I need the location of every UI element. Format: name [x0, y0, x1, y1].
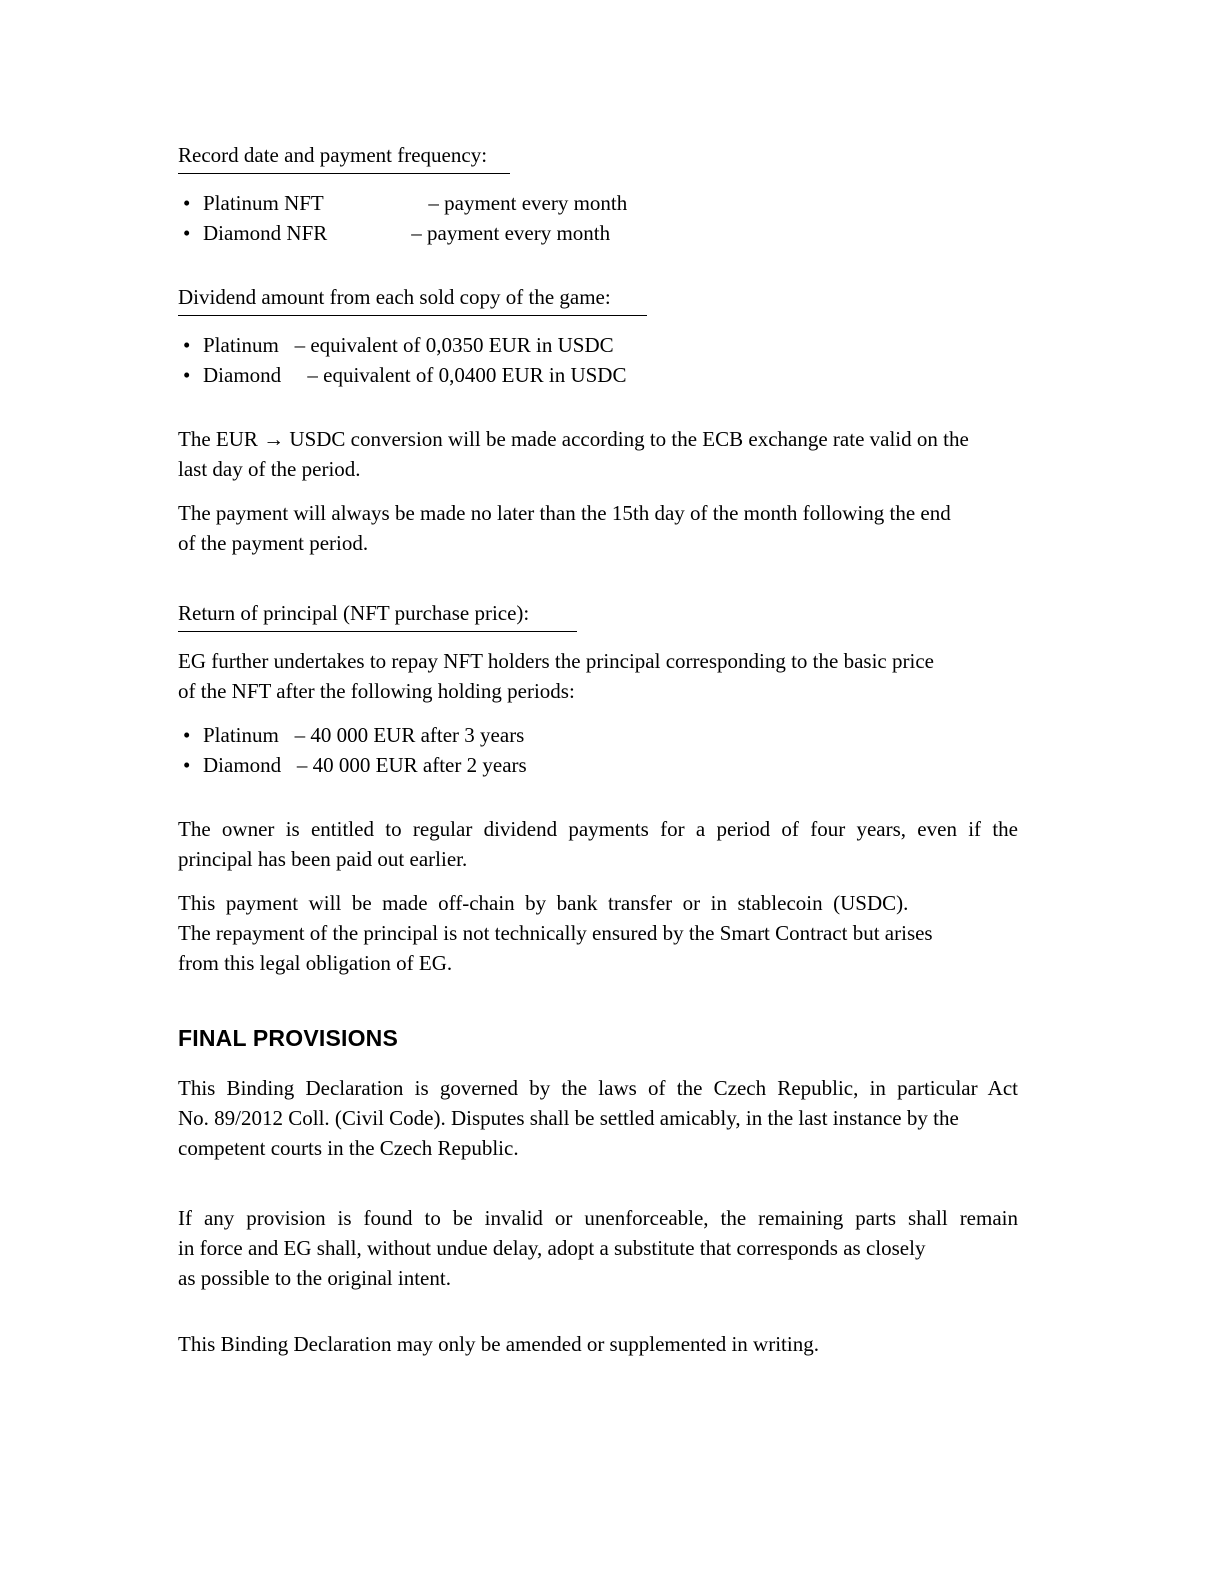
text-line: from this legal obligation of EG.	[178, 951, 453, 975]
text-line: EG further undertakes to repay NFT holders the principal corresponding to the basic price	[178, 649, 934, 673]
text-line: The owner is entitled to regular dividend payments for a period of four years, even if the	[178, 817, 1018, 841]
heading-dividend-amount	[178, 282, 1018, 316]
text-line: The EUR → USDC conversion will be made according to the ECB exchange rate valid on the	[178, 427, 969, 451]
text-line: The repayment of the principal is not technically ensured by the Smart Contract but arises	[178, 921, 933, 945]
heading-return-of-principal	[178, 598, 1018, 632]
text-line: This payment will be made off-chain by bank transfer or in stablecoin (USDC).	[178, 891, 909, 915]
text-line: This Binding Declaration may only be amended or supplemented in writing.	[178, 1332, 819, 1356]
paragraph-owner-entitlement	[178, 814, 1018, 874]
text-line: competent courts in the Czech Republic.	[178, 1136, 519, 1160]
text-line: If any provision is found to be invalid or unenforceable, the remaining parts shall remain	[178, 1206, 1018, 1230]
list-principal-return	[178, 720, 1018, 780]
paragraph-severability	[178, 1203, 1018, 1293]
paragraph-conversion	[178, 424, 1018, 484]
list-item-diamond-principal: • Diamond – 40 000 EUR after 2 years	[178, 750, 1018, 780]
paragraph-payment-deadline	[178, 498, 1018, 558]
heading-final-provisions: FINAL PROVISIONS	[178, 1025, 399, 1051]
text-line: of the NFT after the following holding periods:	[178, 679, 575, 703]
text-line: last day of the period.	[178, 457, 361, 481]
text-line: in force and EG shall, without undue delay, adopt a substitute that corresponds as closely	[178, 1236, 926, 1260]
list-item-platinum-principal: • Platinum – 40 000 EUR after 3 years	[178, 720, 1018, 750]
text-line: principal has been paid out earlier.	[178, 847, 468, 871]
paragraph-repay-undertaking	[178, 646, 1018, 706]
list-item-diamond-frequency: • Diamond NFR – payment every month	[178, 218, 1018, 248]
text-line: The payment will always be made no later than the 15th day of the month following the end	[178, 501, 951, 525]
text-line: of the payment period.	[178, 531, 369, 555]
heading-return-of-principal-text: Return of principal (NFT purchase price):	[178, 598, 577, 632]
list-dividend-amount	[178, 330, 1018, 390]
text-line: This Binding Declaration is governed by the laws of the Czech Republic, in particular Act	[178, 1076, 1018, 1100]
list-payment-frequency	[178, 188, 1018, 248]
paragraph-amendment	[178, 1329, 1018, 1359]
text-line: No. 89/2012 Coll. (Civil Code). Disputes shall be settled amicably, in the last instance by the	[178, 1106, 959, 1130]
document-content	[178, 140, 1018, 1359]
paragraph-offchain-payment	[178, 888, 1018, 978]
paragraph-governing-law	[178, 1073, 1018, 1163]
list-item-platinum-frequency: • Platinum NFT – payment every month	[178, 188, 1018, 218]
heading-record-date-text: Record date and payment frequency:	[178, 140, 510, 174]
list-item-diamond-dividend: • Diamond – equivalent of 0,0400 EUR in USDC	[178, 360, 1018, 390]
heading-dividend-amount-text: Dividend amount from each sold copy of the game:	[178, 282, 647, 316]
heading-record-date	[178, 140, 1018, 174]
text-line: as possible to the original intent.	[178, 1266, 451, 1290]
list-item-platinum-dividend: • Platinum – equivalent of 0,0350 EUR in USDC	[178, 330, 1018, 360]
